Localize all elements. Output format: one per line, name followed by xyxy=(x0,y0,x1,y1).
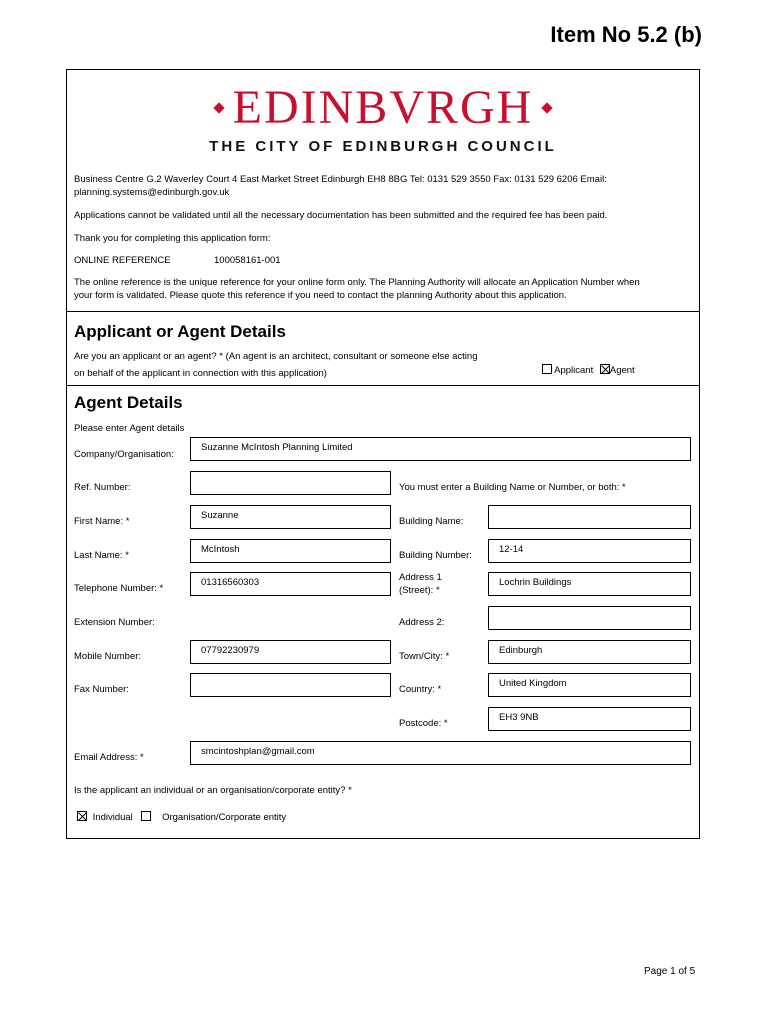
mobile-label: Mobile Number: xyxy=(74,651,142,662)
address-1-label-line-1: Address 1 xyxy=(399,572,442,583)
email-field[interactable]: smcintoshplan@gmail.com xyxy=(190,741,691,765)
item-number: Item No 5.2 (b) xyxy=(550,22,702,47)
page-number: Page 1 of 5 xyxy=(644,966,696,977)
address-2-field[interactable] xyxy=(488,606,691,630)
applicant-question-line-2: on behalf of the applicant in connection with this application) xyxy=(74,368,327,379)
applicant-option-label: Applicant xyxy=(554,365,594,376)
online-ref-label: ONLINE REFERENCE xyxy=(74,255,171,266)
postcode-field[interactable]: EH3 9NB xyxy=(488,707,691,731)
online-ref-value: 100058161-001 xyxy=(214,255,281,266)
last-name-label: Last Name: * xyxy=(74,550,129,561)
email-label: Email Address: * xyxy=(74,752,144,763)
entity-question: Is the applicant an individual or an organisation/corporate entity? * xyxy=(74,785,352,796)
organisation-checkbox[interactable] xyxy=(141,811,151,821)
town-label: Town/City: * xyxy=(399,651,450,662)
diamond-right-icon xyxy=(542,102,553,113)
address-line-2: planning.systems@edinburgh.gov.uk xyxy=(74,187,230,198)
town-field[interactable]: Edinburgh xyxy=(488,640,691,664)
postcode-label: Postcode: * xyxy=(399,718,448,729)
agent-instruction: Please enter Agent details xyxy=(74,423,185,434)
ref-number-label: Ref. Number: xyxy=(74,482,131,493)
first-name-label: First Name: * xyxy=(74,516,130,527)
agent-option-label: Agent xyxy=(609,365,635,376)
building-number-label: Building Number: xyxy=(399,550,472,561)
address-1-label-line-2: (Street): * xyxy=(399,585,440,596)
divider xyxy=(67,385,699,386)
applicant-question-line-1: Are you an applicant or an agent? * (An agent is an architect, consultant or someone else acting xyxy=(74,351,478,362)
council-logo xyxy=(67,81,699,155)
mobile-field[interactable]: 07792230979 xyxy=(190,640,391,664)
entity-options xyxy=(77,811,286,824)
company-label: Company/Organisation: xyxy=(74,449,174,460)
agent-checkbox[interactable] xyxy=(600,364,610,374)
individual-checkbox[interactable] xyxy=(77,811,87,821)
validation-note: Applications cannot be validated until all the necessary documentation has been submitted and the required fee has been paid. xyxy=(74,210,608,221)
building-number-field[interactable]: 12-14 xyxy=(488,539,691,563)
company-field[interactable]: Suzanne McIntosh Planning Limited xyxy=(190,437,691,461)
logo-subtitle: THE CITY OF EDINBURGH COUNCIL xyxy=(209,138,557,155)
divider xyxy=(67,311,699,312)
telephone-label: Telephone Number: * xyxy=(74,583,164,594)
telephone-field[interactable]: 01316560303 xyxy=(190,572,391,596)
diamond-left-icon xyxy=(213,102,224,113)
thanks-text: Thank you for completing this application form: xyxy=(74,233,271,244)
ref-note-line-1: The online reference is the unique reference for your online form only. The Planning Authority will allocate an Application Number when xyxy=(74,277,640,288)
role-options xyxy=(542,364,635,377)
application-form xyxy=(66,69,700,839)
applicant-checkbox[interactable] xyxy=(542,364,552,374)
address-1-field[interactable]: Lochrin Buildings xyxy=(488,572,691,596)
building-name-field[interactable] xyxy=(488,505,691,529)
building-requirement-note: You must enter a Building Name or Number, or both: * xyxy=(399,482,626,493)
organisation-option-label: Organisation/Corporate entity xyxy=(162,812,287,823)
country-field[interactable]: United Kingdom xyxy=(488,673,691,697)
agent-section-heading: Agent Details xyxy=(74,393,183,412)
fax-field[interactable] xyxy=(190,673,391,697)
ref-number-field[interactable] xyxy=(190,471,391,495)
extension-label: Extension Number: xyxy=(74,617,155,628)
logo-wordmark: EDINBVRGH xyxy=(232,81,534,134)
ref-note-line-2: your form is validated. Please quote this reference if you need to contact the planning Authority about this application. xyxy=(74,290,567,301)
fax-label: Fax Number: xyxy=(74,684,129,695)
address-line-1: Business Centre G.2 Waverley Court 4 East Market Street Edinburgh EH8 8BG Tel: 0131 529 3550 Fax: 0131 529 6206 Email: xyxy=(74,174,607,185)
address-1-label xyxy=(399,571,442,597)
address-2-label: Address 2: xyxy=(399,617,445,628)
first-name-field[interactable]: Suzanne xyxy=(190,505,391,529)
country-label: Country: * xyxy=(399,684,442,695)
applicant-section-heading: Applicant or Agent Details xyxy=(74,322,286,341)
last-name-field[interactable]: McIntosh xyxy=(190,539,391,563)
building-name-label: Building Name: xyxy=(399,516,464,527)
individual-option-label: Individual xyxy=(92,812,133,823)
